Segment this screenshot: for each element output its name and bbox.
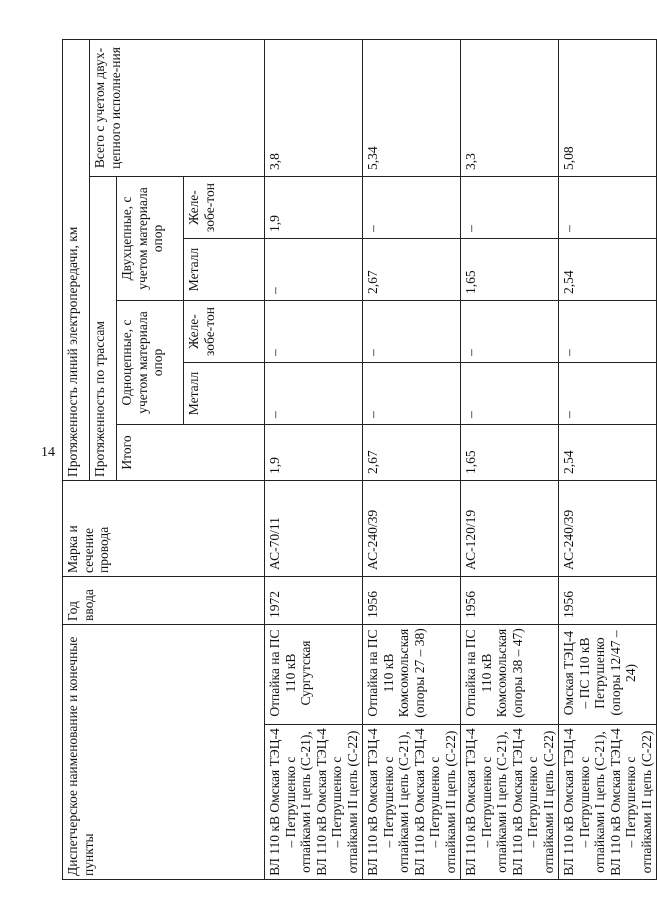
header-wire: Марка и сечение провода: [63, 481, 265, 577]
line-double-metal: 2,54: [559, 239, 657, 301]
line-year: 1956: [559, 577, 657, 625]
line-wire: АС-240/39: [559, 481, 657, 577]
line-double-concrete: 1,9: [265, 177, 363, 239]
line-wire: АС-120/19: [461, 481, 559, 577]
line-wire: АС-70/11: [265, 481, 363, 577]
line-total-all: 5,08: [559, 39, 657, 176]
line-double-concrete: –: [461, 177, 559, 239]
line-total: 1,9: [265, 425, 363, 481]
line-year: 1956: [363, 577, 461, 625]
table-row: [461, 39, 559, 879]
line-total-all: 3,8: [265, 39, 363, 176]
header-year: Год ввода: [63, 577, 265, 625]
line-endpoint: Отпайка на ПС 110 кВ Комсомольская (опоры 27 – 38): [363, 625, 461, 725]
line-single-concrete: –: [559, 301, 657, 363]
header-total-all: Всего с учетом двух-цепного исполне-ния: [90, 39, 265, 176]
rotated-table-container: [62, 40, 654, 880]
line-double-metal: 2,67: [363, 239, 461, 301]
line-endpoint: Омская ТЭЦ-4 – ПС 110 кВ Петрушенко (опоры 12/47 – 24): [559, 625, 657, 725]
line-total: 2,67: [363, 425, 461, 481]
line-single-concrete: –: [265, 301, 363, 363]
header-single-concrete: Желе-зобе-тон: [184, 301, 265, 363]
line-single-metal: –: [363, 363, 461, 425]
page-number: 14: [41, 445, 55, 460]
table-row: [265, 39, 363, 879]
line-year: 1956: [461, 577, 559, 625]
line-name: ВЛ 110 кВ Омская ТЭЦ-4 – Петрушенко с отпайками I цепь (С-21), ВЛ 110 кВ Омская ТЭЦ-4 – Петрушенко с отпайками II цепь (С-22): [265, 725, 363, 880]
power-lines-table: [62, 39, 657, 880]
header-itogo: Итого: [117, 425, 265, 481]
line-single-metal: –: [461, 363, 559, 425]
line-total-all: 3,3: [461, 39, 559, 176]
line-endpoint: Отпайка на ПС 110 кВ Сургутская: [265, 625, 363, 725]
line-double-metal: 1,65: [461, 239, 559, 301]
table-row: [363, 39, 461, 879]
line-endpoint: Отпайка на ПС 110 кВ Комсомольская (опоры 38 – 47): [461, 625, 559, 725]
header-by-routes: Протяженность по трассам: [90, 177, 117, 481]
line-wire: АС-240/39: [363, 481, 461, 577]
line-name: ВЛ 110 кВ Омская ТЭЦ-4 – Петрушенко с отпайками I цепь (С-21), ВЛ 110 кВ Омская ТЭЦ-4 – Петрушенко с отпайками II цепь (С-22): [363, 725, 461, 880]
line-single-metal: –: [559, 363, 657, 425]
header-double-concrete: Желе-зобе-тон: [184, 177, 265, 239]
line-total: 2,54: [559, 425, 657, 481]
line-total-all: 5,34: [363, 39, 461, 176]
line-total: 1,65: [461, 425, 559, 481]
header-double-metal: Металл: [184, 239, 265, 301]
line-double-concrete: –: [559, 177, 657, 239]
line-year: 1972: [265, 577, 363, 625]
header-double: Двухцепные, с учетом материала опор: [117, 177, 184, 301]
header-length: Протяженность линий электропередачи, км: [63, 39, 90, 480]
line-name: ВЛ 110 кВ Омская ТЭЦ-4 – Петрушенко с отпайками I цепь (С-21), ВЛ 110 кВ Омская ТЭЦ-4 – Петрушенко с отпайками II цепь (С-22): [559, 725, 657, 880]
line-single-metal: –: [265, 363, 363, 425]
header-name: Диспетчерское наименование и конечные пункты: [63, 625, 265, 880]
header-single-metal: Металл: [184, 363, 265, 425]
line-single-concrete: –: [461, 301, 559, 363]
line-double-metal: –: [265, 239, 363, 301]
line-name: ВЛ 110 кВ Омская ТЭЦ-4 – Петрушенко с отпайками I цепь (С-21), ВЛ 110 кВ Омская ТЭЦ-4 – Петрушенко с отпайками II цепь (С-22): [461, 725, 559, 880]
line-single-concrete: –: [363, 301, 461, 363]
line-double-concrete: –: [363, 177, 461, 239]
header-single: Одноцепные, с учетом материала опор: [117, 301, 184, 425]
table-row: [559, 39, 657, 879]
